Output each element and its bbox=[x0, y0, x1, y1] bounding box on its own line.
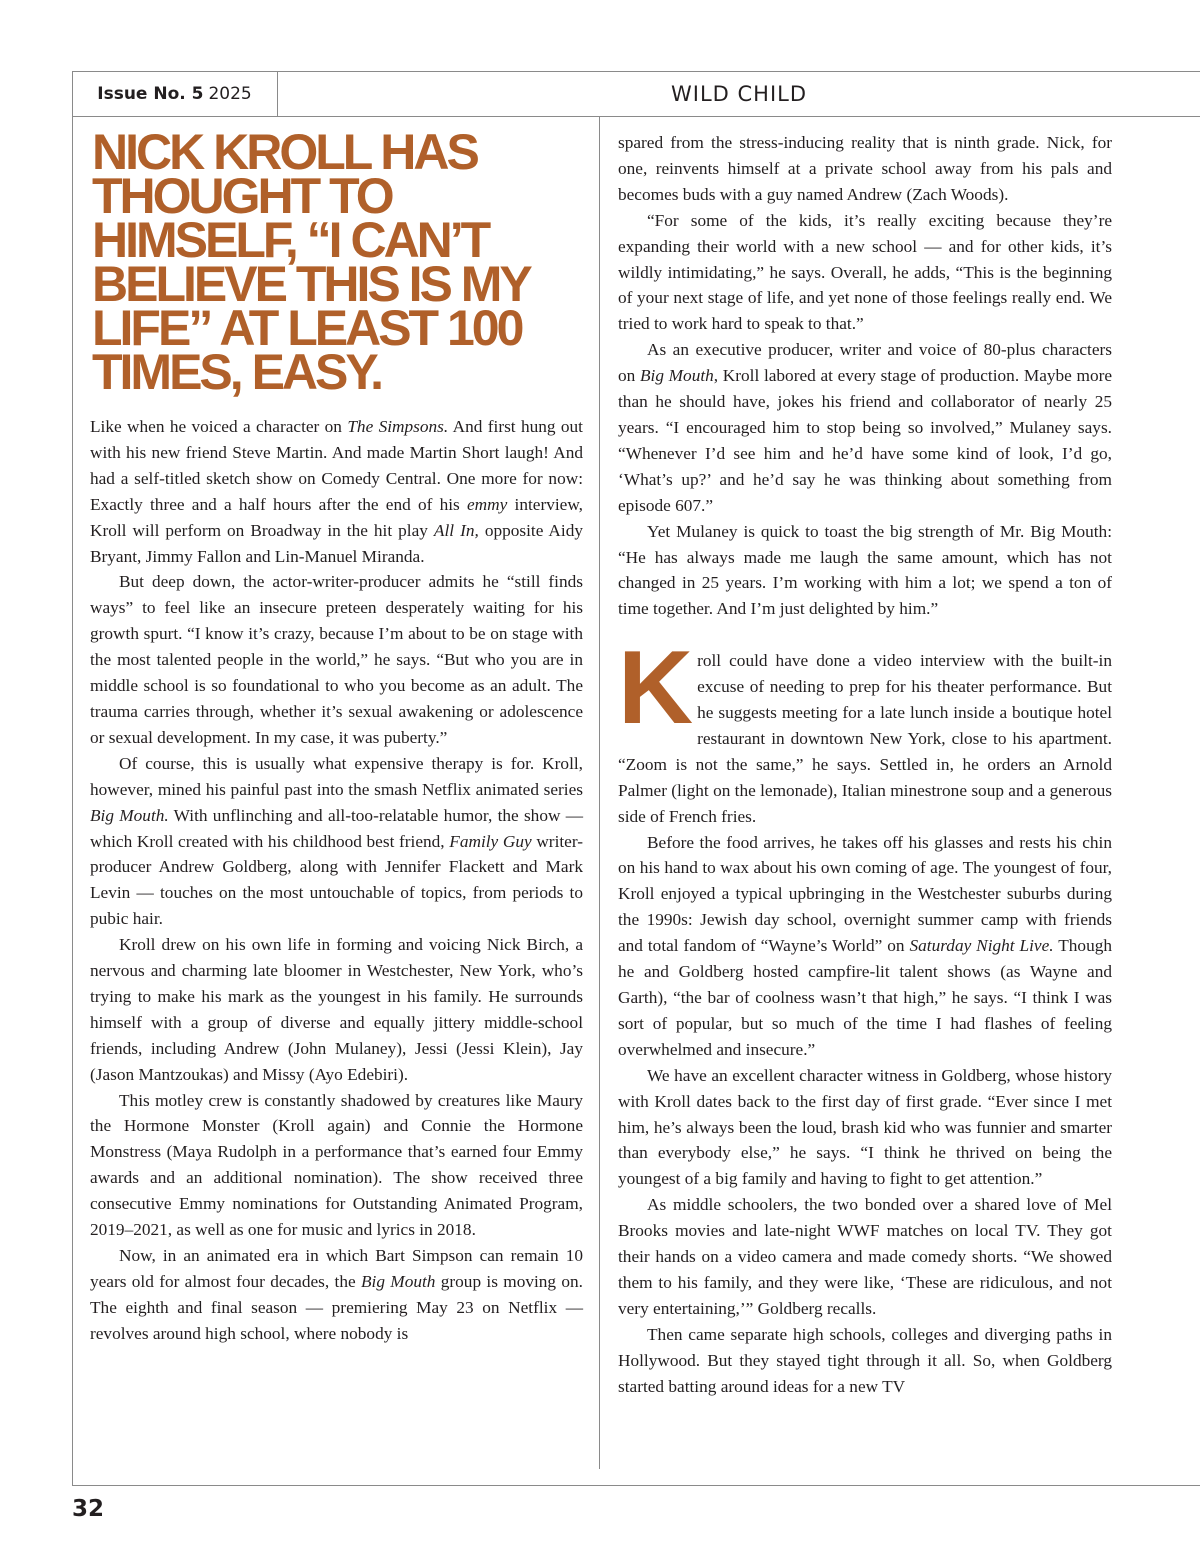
article-paragraph: Before the food arrives, he takes off his glasses and rests his chin on his hand to wax about his own coming of age. The youngest of four, Kroll enjoyed a typical upbringing in the Westchester suburbs during the 1990s: Jewish day school, overnight summer camp with friends and total fandom of “Wayne’s World” on Saturday Night Live. Though he and Goldberg hosted campfire-lit talent shows (as Wayne and Garth), “the bar of coolness wasn’t that high,” he says. “I think I was sort of popular, but so much of the time I had flashes of feeling overwhelmed and insecure.” bbox=[618, 832, 1112, 1059]
section-break bbox=[618, 622, 1112, 648]
section-title: WILD CHILD bbox=[670, 81, 808, 106]
article-paragraph: Kroll drew on his own life in forming and voicing Nick Birch, a nervous and charming late bloomer in Westchester, New York, who’s trying to make his mark as the youngest in his family. He surrounds himself with a group of diverse and equally jittery middle-school friends, including Andrew (John Mulaney), Jessi (Jessi Klein), Jay (Jason Mantzoukas) and Missy (Ayo Edebiri). bbox=[90, 935, 583, 1084]
article-paragraph: spared from the stress-inducing reality that is ninth grade. Nick, for one, reinvents himself at a private school away from his pals and becomes buds with a guy named Andrew (Zach Woods). bbox=[618, 133, 1112, 204]
issue-number: Issue No. 5 bbox=[97, 83, 204, 104]
article-paragraph: As middle schoolers, the two bonded over a shared love of Mel Brooks movies and late-night WWF matches on local TV. They got their hands on a video camera and made comedy shorts. “We showed them to his family, and they were like, ‘These are ridiculous, and not very entertaining,’” Goldberg recalls. bbox=[618, 1195, 1112, 1318]
article-column-right bbox=[618, 130, 1112, 1400]
article-paragraph: Of course, this is usually what expensive therapy is for. Kroll, however, mined his painful past into the smash Netflix animated series Big Mouth. With unflinching and all-too-relatable humor, the show — which Kroll created with his childhood best friend, Family Guy writer-producer Andrew Goldberg, along with Jennifer Flackett and Mark Levin — touches on the most untouchable of topics, from periods to pubic hair. bbox=[90, 753, 583, 929]
article-paragraph: But deep down, the actor-writer-producer admits he “still finds ways” to feel like an insecure preteen desperately waiting for his growth spurt. “I know it’s crazy, because I’m about to be on stage with the most talented people in the world,” he says. “But who you are in middle school is so foundational to who you become as an adult. The trauma carries through, whether it’s sexual awakening or adolescence or sexual development. In my case, it was puberty.” bbox=[90, 572, 583, 747]
article-paragraph: Like when he voiced a character on The Simpsons. And first hung out with his new friend Steve Martin. And made Martin Short laugh! And had a self-titled sketch show on Comedy Central. One more for now: Exactly three and a half hours after the end of his emmy interview, Kroll will perform on Broadway in the hit play All In, opposite Aidy Bryant, Jimmy Fallon and Lin-Manuel Miranda. bbox=[90, 417, 583, 566]
article-headline: NICK KROLL HAS THOUGHT TO HIMSELF, “I CAN’T BELIEVE THIS IS MY LIFE” AT LEAST 100 TIMES, EASY. bbox=[92, 124, 529, 400]
column-divider bbox=[599, 117, 600, 1469]
issue-label bbox=[72, 71, 278, 116]
article-paragraph: Now, in an animated era in which Bart Simpson can remain 10 years old for almost four decades, the Big Mouth group is moving on. The eighth and final season — premiering May 23 on Netflix — revolves around high school, where nobody is bbox=[90, 1246, 583, 1343]
drop-cap: K bbox=[618, 630, 692, 747]
article-paragraph: As an executive producer, writer and voice of 80-plus characters on Big Mouth, Kroll labored at every stage of production. Maybe more than he should have, jokes his friend and collaborator of nearly 25 years. “I encouraged him to stop being so involved,” Mulaney says. “Whenever I’d see him and he’d have some kind of look, I’d go, ‘What’s up?’ and he’d say he was thinking about something from episode 607.” bbox=[618, 340, 1113, 515]
page-header bbox=[72, 71, 1200, 117]
issue-year: 2025 bbox=[208, 83, 252, 104]
article-paragraph: Kroll could have done a video interview with the built-in excuse of needing to prep for his theater performance. But he suggests meeting for a late lunch inside a boutique hotel restaurant in downtown New York, close to his apartment. “Zoom is not the same,” he says. Settled in, he orders an Arnold Palmer (light on the lemonade), Italian minestrone soup and a generous side of French fries. bbox=[618, 630, 1112, 826]
article-paragraph: “For some of the kids, it’s really exciting because they’re expanding their world with a new school — and for other kids, it’s wildly intimidating,” he says. Overall, he adds, “This is the beginning of your next stage of life, and yet none of those feelings really end. We tried to work hard to speak to that.” bbox=[618, 210, 1112, 334]
article-paragraph: Then came separate high schools, colleges and diverging paths in Hollywood. But they stayed tight through it all. So, when Goldberg started batting around ideas for a new TV bbox=[618, 1324, 1112, 1396]
article-column-left bbox=[90, 414, 583, 1347]
article-paragraph: We have an excellent character witness in Goldberg, whose history with Kroll dates back to the first day of first grade. “Ever since I met him, he’s always been the loud, brash kid who was funnier and smarter than everybody else,” he says. “I think he thrived on being the youngest of a big family and having to fight to get attention.” bbox=[618, 1065, 1112, 1189]
page-number: 32 bbox=[72, 1496, 105, 1522]
article-paragraph: Yet Mulaney is quick to toast the big strength of Mr. Big Mouth: “He has always made me laugh the same amount, which has not changed in 25 years. I’m working with him a lot; we spend a ton of time together. And I’m just delighted by him.” bbox=[618, 521, 1112, 619]
article-paragraph: This motley crew is constantly shadowed by creatures like Maury the Hormone Monster (Kroll again) and Connie the Hormone Monstress (Maya Rudolph in a performance that’s earned four Emmy awards and an additional nomination). The show received three consecutive Emmy nominations for Outstanding Animated Program, 2019–2021, as well as one for music and lyrics in 2018. bbox=[90, 1090, 583, 1240]
